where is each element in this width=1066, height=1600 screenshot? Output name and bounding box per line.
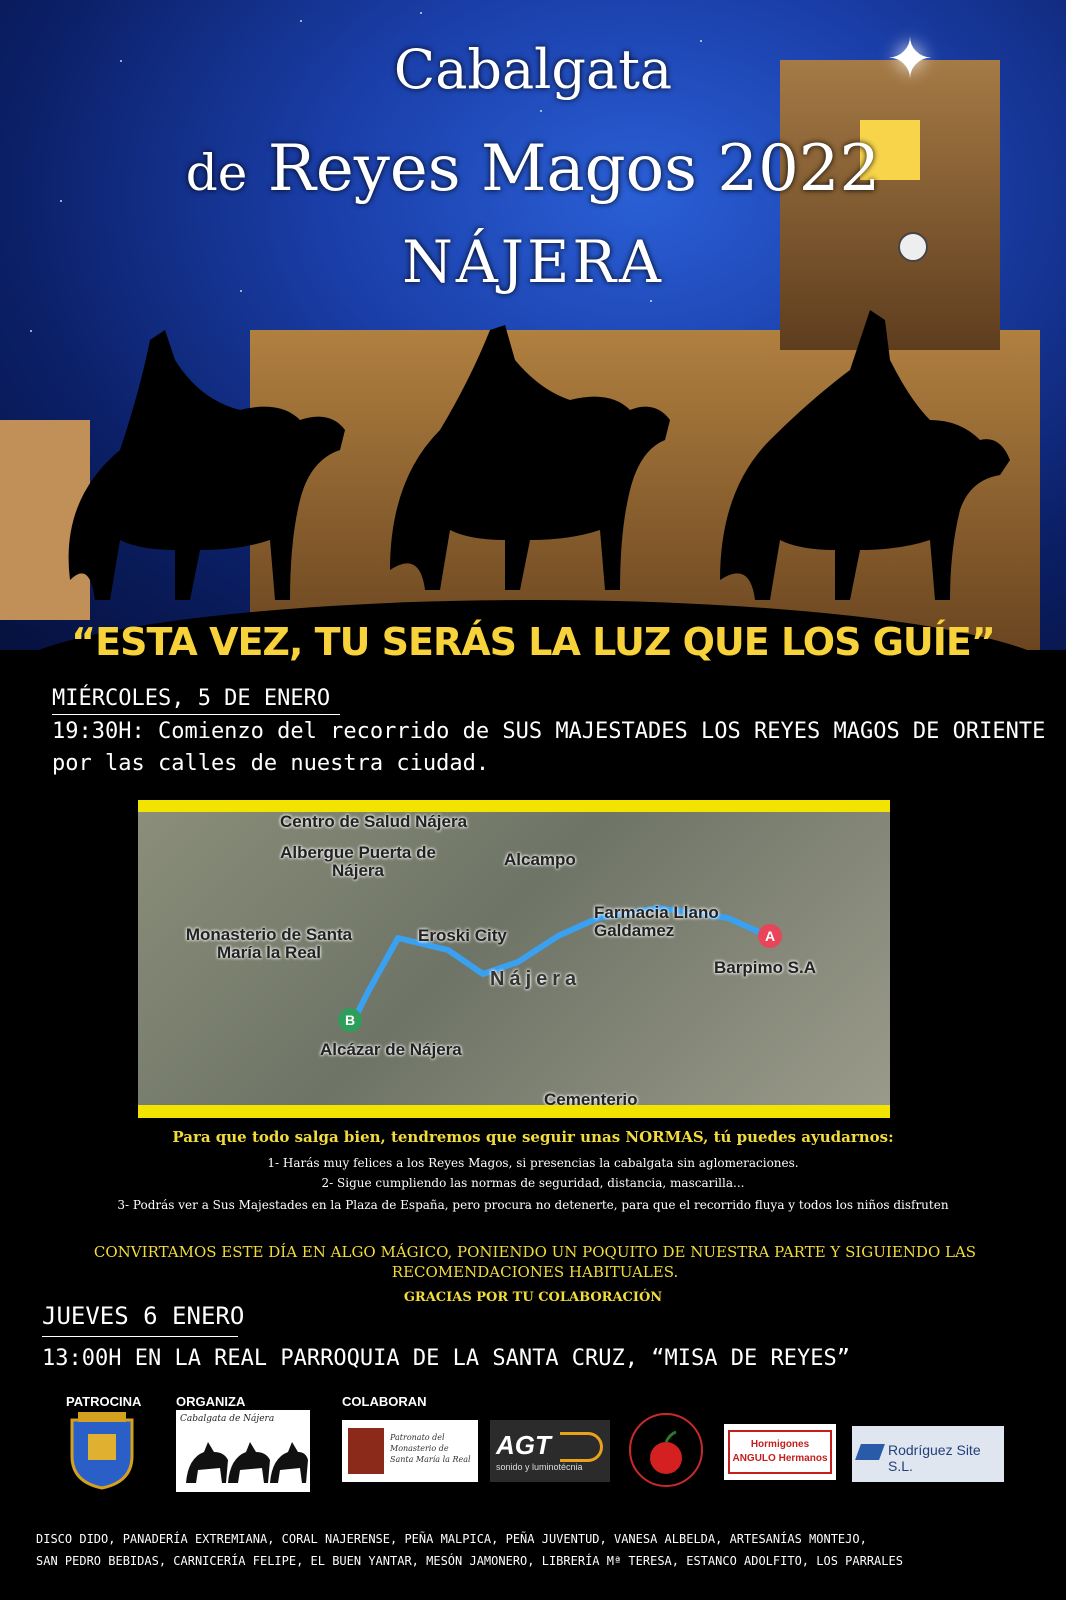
sound-waves-icon [560,1432,603,1462]
day2-underline [42,1336,238,1337]
norm-item-1: 1- Harás muy felices a los Reyes Magos, si presencias la cabalgata sin aglomeraciones. [267,1156,799,1170]
map-label-alcazar: Alcázar de Nájera [320,1040,462,1059]
slogan: “ESTA VEZ, TU SERÁS LA LUZ QUE LOS GUÍE” [71,620,995,664]
patronato-logo-text: Patronato del Monasterio de Santa María la Real [390,1433,471,1464]
organiza-logo-text: Cabalgata de Nájera [180,1414,275,1424]
agt-logo-text: AGT [496,1430,551,1460]
map-label-centro-salud: Centro de Salud Nájera [280,812,468,831]
agt-logo [490,1420,610,1482]
patronato-monasterio-logo [342,1420,478,1482]
magic-message: CONVIRTAMOS ESTE DÍA EN ALGO MÁGICO, PONIENDO UN POQUITO DE NUESTRA PARTE Y SIGUIENDO LAS RECOMENDACIONES HABITUALES. [93,1243,977,1281]
day1-line-2: por las calles de nuestra ciudad. [52,751,490,776]
organiza-heading: ORGANIZA [176,1394,246,1409]
norms-title: Para que todo salga bien, tendremos que seguir unas NORMAS, tú puedes ayudarnos: [172,1128,894,1146]
map-label-najera: Nájera [490,968,582,990]
crest-icon [348,1428,384,1474]
angulo-logo-text: Hormigones ANGULO Hermanos [728,1430,832,1474]
three-kings-camel-silhouettes [0,300,1066,630]
map-label-monasterio: Monasterio de Santa María la Real [185,925,353,962]
agt-logo-subtext: sonido y luminotécnia [496,1462,583,1472]
day1-date: MIÉRCOLES, 5 DE ENERO [52,686,331,711]
rodriguez-site-logo [852,1426,1004,1482]
map-label-alcampo: Alcampo [504,850,576,869]
najera-coat-of-arms-logo [66,1412,138,1490]
route-start-pin: A [758,924,782,948]
map-label-barpimo: Barpimo S.A [714,958,817,977]
map-label-eroski: Eroski City [418,926,507,945]
day2-misa: 13:00H EN LA REAL PARROQUIA DE LA SANTA CRUZ, “MISA DE REYES” [42,1346,850,1371]
colaboran-heading: COLABORAN [342,1394,427,1409]
gracias-text: GRACIAS POR TU COLABORACIÓN [403,1290,663,1305]
title-de: de [185,144,248,202]
day1-description [52,716,1052,780]
hormigones-angulo-logo [724,1424,836,1480]
rodriguez-site-text: Rodríguez Site S.L. [888,1442,981,1474]
norm-item-3: 3- Podrás ver a Sus Majestades en la Plaza de España, pero procura no detenerte, para que el recorrido fluya y todos los niños disfruten [117,1198,949,1212]
guiding-star-icon: ✦ [886,27,934,92]
organiza-logo [176,1410,310,1492]
day1-underline [52,714,340,715]
day2-date: JUEVES 6 ENERO [42,1302,245,1330]
title-reyes-magos: Reyes Magos 2022 [267,132,881,206]
title-line-1: Cabalgata [393,38,673,101]
patrocina-heading: PATROCINA [66,1394,142,1409]
map-label-cementerio: Cementerio [544,1090,638,1105]
norm-item-2: 2- Sigue cumpliendo las normas de seguridad, distancia, mascarilla... [321,1176,745,1190]
rodriguez-site-icon [855,1444,885,1460]
map-label-albergue: Albergue Puerta de Nájera [280,843,436,880]
apple-shop-logo [626,1410,706,1490]
collaborators-line-2: SAN PEDRO BEBIDAS, CARNICERÍA FELIPE, EL BUEN YANTAR, MESÓN JAMONERO, LIBRERÍA Mª TERESA, ESTANCO ADOLFITO, LOS PARRALES [36,1554,903,1568]
map-satellite-view [138,812,890,1105]
route-end-pin: B [338,1008,362,1032]
collaborators-list [36,1528,1036,1572]
day1-line-1: 19:30H: Comienzo del recorrido de SUS MAJESTADES LOS REYES MAGOS DE ORIENTE [52,719,1046,744]
map-label-farmacia: Farmacia Llano Galdamez [594,903,719,940]
route-map [138,800,890,1118]
collaborators-line-1: DISCO DIDO, PANADERÍA EXTREMIANA, CORAL NAJERENSE, PEÑA MALPICA, PEÑA JUVENTUD, VANESA ALBELDA, ARTESANÍAS MONTEJO, [36,1532,867,1546]
title-line-2 [0,132,1066,206]
title-line-3: NÁJERA [402,228,664,296]
